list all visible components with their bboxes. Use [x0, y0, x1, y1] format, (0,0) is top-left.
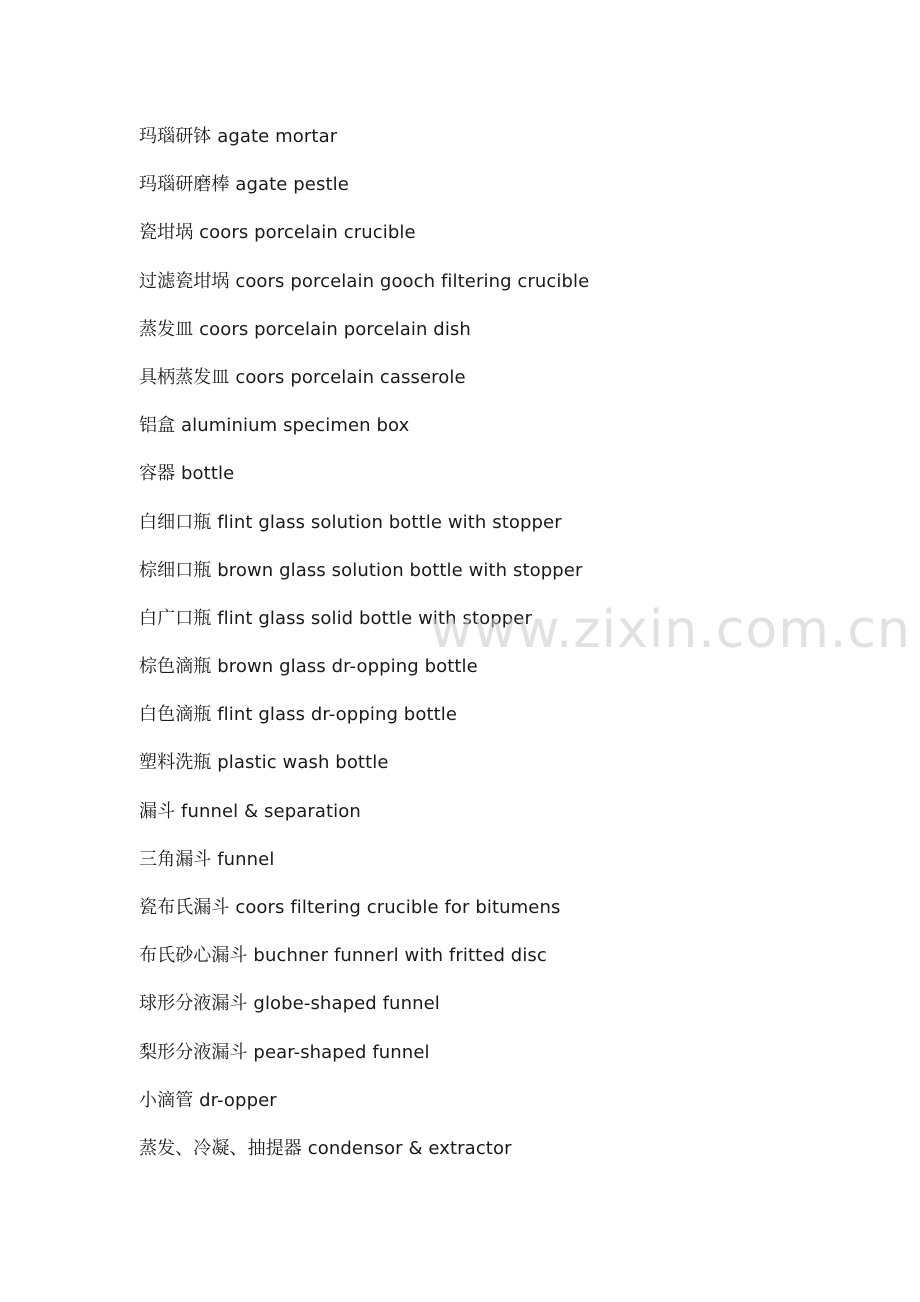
glossary-entry: 蒸发皿 coors porcelain porcelain dish — [139, 318, 471, 340]
glossary-entry: 棕细口瓶 brown glass solution bottle with stopper — [139, 559, 583, 581]
glossary-entry: 瓷布氏漏斗 coors filtering crucible for bitumens — [139, 897, 561, 918]
glossary-entry: 球形分液漏斗 globe-shaped funnel — [139, 993, 440, 1015]
glossary-entry: 三角漏斗 funnel — [139, 848, 275, 870]
glossary-entry: 白广口瓶 flint glass solid bottle with stopper — [139, 607, 532, 629]
glossary-entry: 布氏砂心漏斗 buchner funnerl with fritted disc — [139, 945, 547, 967]
glossary-entry: 白色滴瓶 flint glass dr-opping bottle — [139, 704, 458, 726]
glossary-entry: 漏斗 funnel & separation — [139, 800, 361, 822]
glossary-entry: 过滤瓷坩埚 coors porcelain gooch filtering crucible — [139, 270, 590, 292]
glossary-entry: 瓷坩埚 coors porcelain crucible — [139, 222, 416, 244]
glossary-entry: 蒸发、冷凝、抽提器 condensor & extractor — [139, 1137, 512, 1159]
glossary-entry: 棕色滴瓶 brown glass dr-opping bottle — [139, 656, 478, 678]
glossary-entry: 白细口瓶 flint glass solution bottle with stopper — [139, 511, 562, 533]
glossary-entry: 梨形分液漏斗 pear-shaped funnel — [139, 1041, 430, 1063]
glossary-entry: 玛瑙研钵 agate mortar — [139, 126, 338, 147]
glossary-entry: 铝盒 aluminium specimen box — [139, 415, 410, 437]
glossary-list — [139, 124, 839, 1184]
glossary-entry: 塑料洗瓶 plastic wash bottle — [139, 752, 389, 774]
glossary-entry: 小滴管 dr-opper — [139, 1089, 277, 1111]
glossary-entry: 玛瑙研磨棒 agate pestle — [139, 174, 349, 196]
glossary-entry: 具柄蒸发皿 coors porcelain casserole — [139, 366, 466, 388]
watermark: www.zixin.com.cn — [430, 600, 911, 660]
glossary-entry: 容器 bottle — [139, 463, 235, 485]
